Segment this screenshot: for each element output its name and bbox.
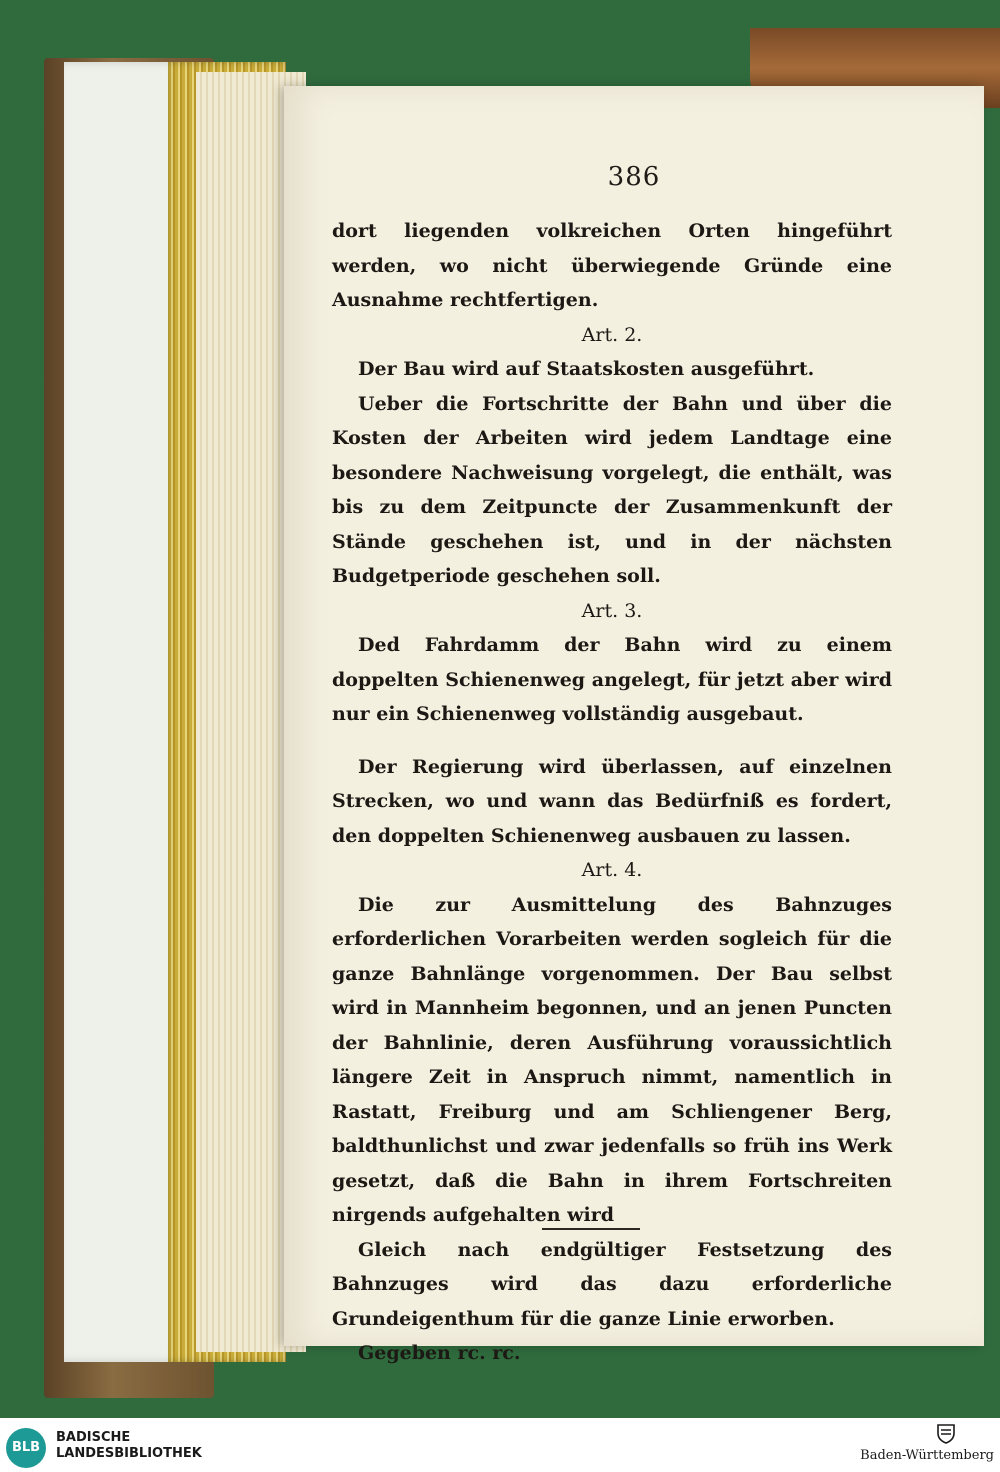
page-text [332, 214, 892, 1371]
paragraph-6: Die zur Ausmittelung des Bahnzuges erforderlichen Vorarbeiten werden sogleich für die ganze Bahnlänge vorgenommen. Der Bau selbst wird in Mannheim begonnen, und an jenen Puncten der Bahnlinie, deren Ausführung voraussichtlich längere Zeit in Anspruch nimmt, namentlich in Rastatt, Freiburg und am Schliengener Berg, baldthunlichst und zwar jedenfalls so früh ins Werk gesetzt, daß die Bahn in ihrem Fortschreiten nirgends aufgehalten wird [332, 893, 892, 1226]
page-number: 386 [607, 162, 661, 192]
paragraph-gap [332, 732, 892, 750]
state-name: Baden-Württemberg [860, 1448, 994, 1463]
endpaper [64, 62, 182, 1362]
article-2-heading: Art. 2. [581, 323, 643, 346]
paragraph-3: Ueber die Fortschritte der Bahn und über die Kosten der Arbeiten wird jedem Landtage eine besondere Nachweisung vorgelegt, die enthält, was bis zu dem Zeitpuncte der Zusammenkunft der Stände geschehen ist, und in der nächsten Budgetperiode geschehen soll. [332, 392, 892, 587]
paragraph-8: Gegeben rc. rc. [358, 1342, 521, 1364]
paragraph-5: Der Regierung wird überlassen, auf einzelnen Strecken, wo und wann das Bedürfniß es fordert, den doppelten Schienenweg ausbauen zu lassen. [332, 755, 892, 847]
article-4-heading: Art. 4. [581, 859, 643, 881]
blb-logo-icon: BLB [6, 1428, 46, 1468]
paragraph-1: dort liegenden volkreichen Orten hingeführt werden, wo nicht überwiegende Gründe eine Ausnahme rechtfertigen. [332, 220, 892, 311]
footer-bar [0, 1418, 1000, 1472]
library-name-line1: BADISCHE [56, 1430, 131, 1445]
paragraph-2: Der Bau wird auf Staatskosten ausgeführt. [358, 358, 815, 380]
closing-rule [542, 1228, 640, 1230]
library-name-line2: LANDESBIBLIOTHEK [56, 1446, 202, 1461]
article-3-heading: Art. 3. [581, 599, 643, 622]
paragraph-4: Ded Fahrdamm der Bahn wird zu einem doppelten Schienenweg angelegt, für jetzt aber wird nur ein Schienenweg vollständig ausgebaut. [332, 634, 892, 725]
coat-of-arms-icon [934, 1422, 958, 1444]
paragraph-7: Gleich nach endgültiger Festsetzung des Bahnzuges wird das dazu erforderliche Grundeigenthum für die ganze Linie erworben. [332, 1238, 892, 1330]
book-page [284, 86, 984, 1364]
library-name [56, 1430, 202, 1462]
